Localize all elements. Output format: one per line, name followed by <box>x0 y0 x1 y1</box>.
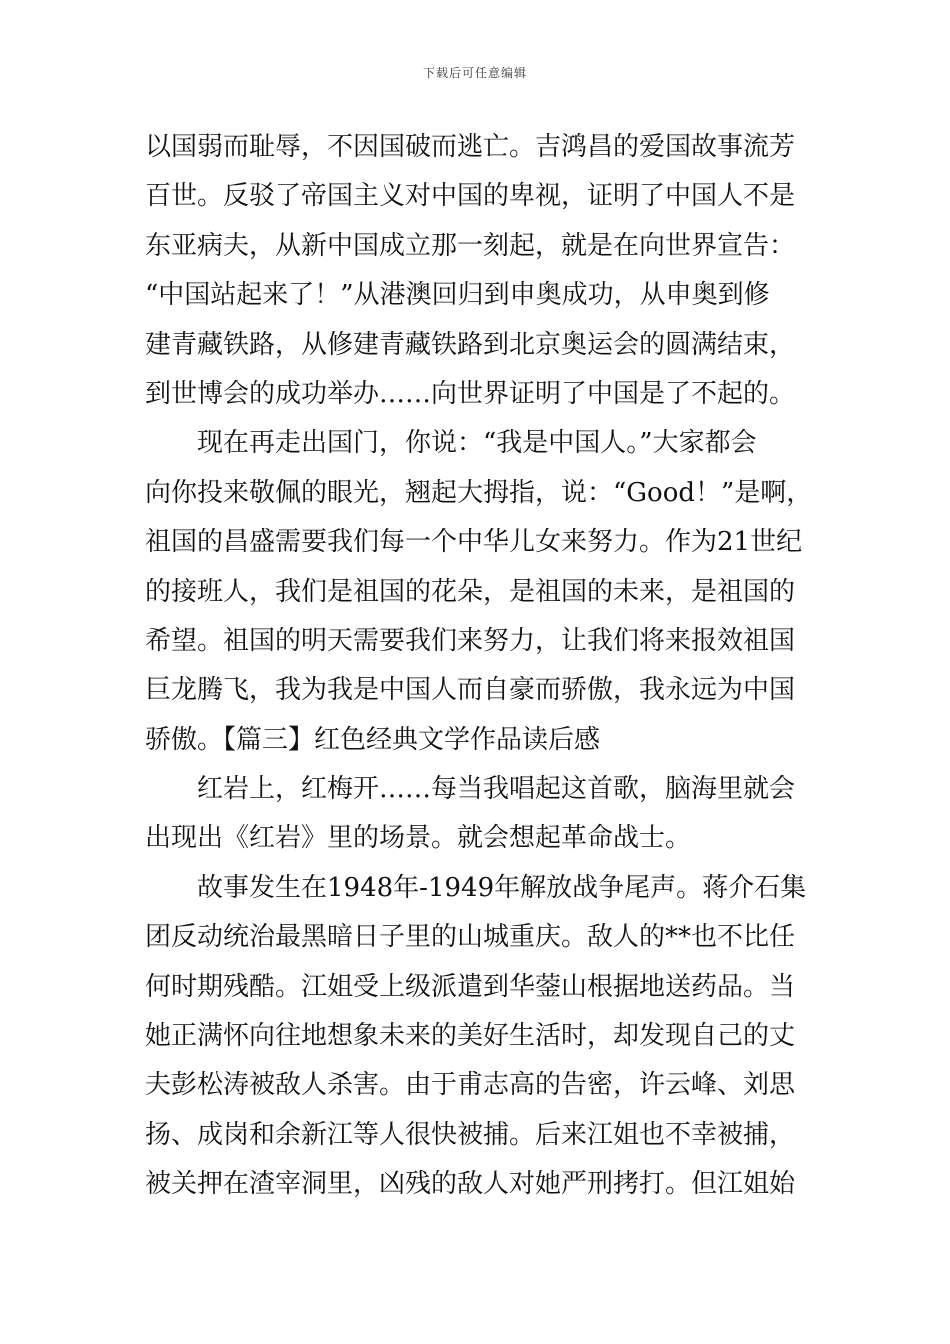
text-line: 巨龙腾飞，我为我是中国人而自豪而骄傲，我永远为中国 <box>145 675 796 706</box>
text-line: 东亚病夫，从新中国成立那一刻起，就是在向世界宣告： <box>145 230 796 261</box>
text-line: 以国弱而耻辱，不因国破而逃亡。吉鸿昌的爱国故事流芳 <box>145 132 796 162</box>
text-line: 建青藏铁路，从修建青藏铁路到北京奥运会的圆满结束， <box>145 329 796 360</box>
text-line: 扬、成岗和余新江等人很快被捕。后来江姐也不幸被捕， <box>145 1119 796 1150</box>
text-line: 现在再走出国门，你说：“我是中国人。”大家都会 <box>145 428 757 459</box>
document-body <box>145 123 825 1210</box>
text-line: 出现出《红岩》里的场景。就会想起革命战士。 <box>145 823 692 854</box>
text-line: “中国站起来了！”从港澳回归到申奥成功，从申奥到修 <box>145 280 770 311</box>
text-line: 向你投来敬佩的眼光，翘起大拇指，说：“Good！”是啊， <box>145 477 813 508</box>
text-line: 夫彭松涛被敌人杀害。由于甫志高的告密，许云峰、刘思 <box>145 1070 796 1101</box>
text-line: 骄傲。【篇三】红色经典文学作品读后感 <box>145 724 601 755</box>
text-line: 何时期残酷。江姐受上级派遣到华蓥山根据地送药品。当 <box>145 971 796 1002</box>
text-line: 故事发生在1948年-1949年解放战争尾声。蒋介石集 <box>145 872 807 903</box>
text-line: 祖国的昌盛需要我们每一个中华儿女来努力。作为21世纪 <box>145 527 803 558</box>
text-line: 红岩上，红梅开……每当我唱起这首歌，脑海里就会 <box>145 774 796 805</box>
page-header: 下载后可任意编辑 <box>422 66 527 80</box>
text-line: 希望。祖国的明天需要我们来努力，让我们将来报效祖国 <box>145 625 796 656</box>
text-line: 的接班人，我们是祖国的花朵，是祖国的未来，是祖国的 <box>145 576 796 607</box>
text-line: 团反动统治最黑暗日子里的山城重庆。敌人的**也不比任 <box>145 922 796 953</box>
text-line: 到世博会的成功举办……向世界证明了中国是了不起的。 <box>145 378 796 409</box>
text-line: 被关押在渣宰洞里，凶残的敌人对她严刑拷打。但江姐始 <box>145 1169 796 1200</box>
text-line: 百世。反驳了帝国主义对中国的卑视，证明了中国人不是 <box>145 181 796 212</box>
text-line: 她正满怀向往地想象未来的美好生活时，却发现自己的丈 <box>145 1021 796 1052</box>
